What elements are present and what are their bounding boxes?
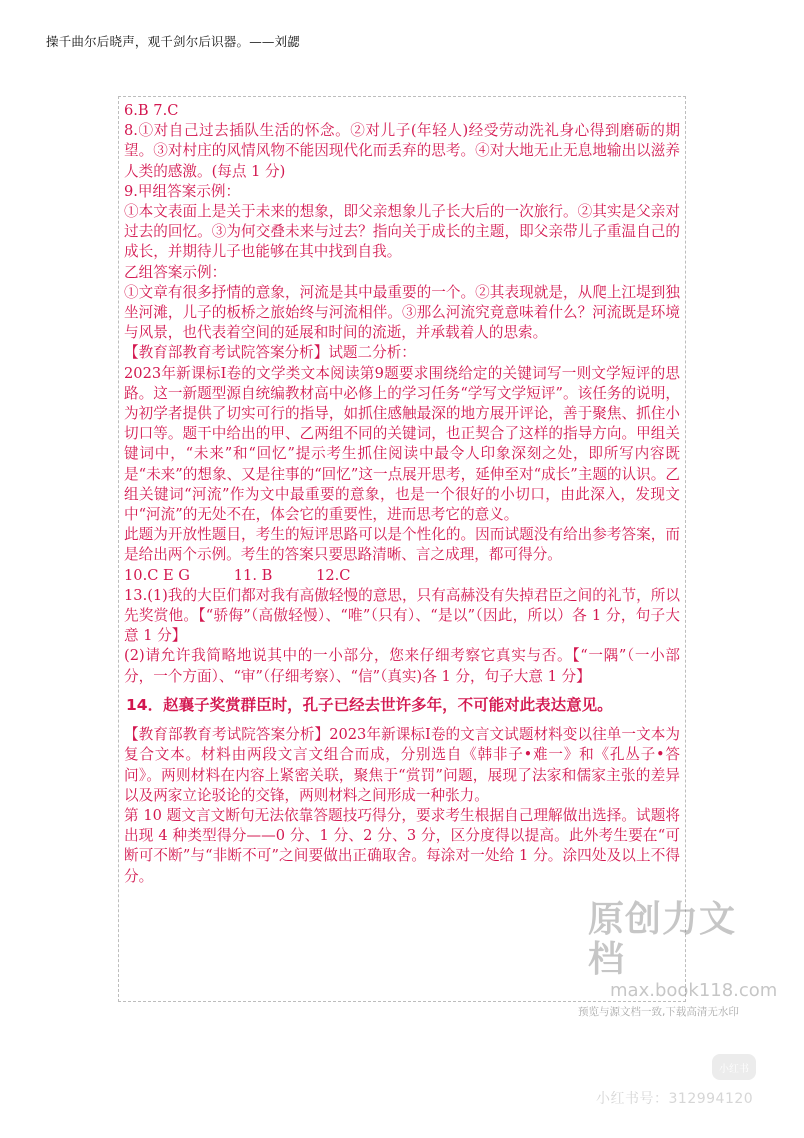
answer-13-2: (2)请允许我简略地说其中的一小部分，您来仔细考察它真实与否。【“一隅”（一小部分，一个方面）、“审”（仔细考察）、“信”（真实)各 1 分，句子大意 1 分】 [124,647,680,685]
analysis-open-question: 此题为开放性题目，考生的短评思路可以是个性化的。因而试题没有给出参考答案，而是给出两个示例。考生的答案只要思路清晰、言之成理，都可得分。 [124,526,680,564]
watermark-note: 预览与源文档一致,下载高清无水印 [578,1006,739,1018]
answer-8: 8.①对自己过去插队生活的怀念。②对儿子(年轻人)经受劳动洗礼身心得到磨砺的期望。③对村庄的风情风物不能因现代化而丢弃的思考。④对大地无止无息地输出以滋养人类的感激。(每点 1 分) [124,122,680,180]
answer-6-7: 6.B 7.C [124,102,179,119]
answer-9-group-a: ①本文表面上是关于未来的想象，即父亲想象儿子长大后的一次旅行。②其实是父亲对过去的回忆。③为何交叠未来与过去？指向关于成长的主题，即父亲带儿子重温自己的成长，并期待儿子也能够在其中找到自我。 [124,203,680,261]
answer-9-group-a-heading: 9.甲组答案示例： [124,182,241,200]
analysis-question-10: 第 10 题文言文断句无法依靠答题技巧得分，要求考生根据自己理解做出选择。试题将出现 4 种类型得分——0 分、1 分、2 分、3 分，区分度得以提高。此外考生要在“可断可不断”与“非断不可”之间要做出正确取舍。每涂对一处给 1 分。涂四处及以上不得分。 [124,806,680,885]
watermark-url: max.book118.com [610,980,778,1001]
watermark [578,899,778,1019]
xiaohongshu-logo: 小红书 [712,1054,756,1080]
xiaohongshu-id: 小红书号：3129941​20 [596,1091,754,1107]
answer-14: 14．赵襄子奖赏群臣时，孔子已经去世许多年，不可能对此表达意见。 [126,695,613,714]
header-quote: 操千曲尔后晓声，观千剑尔后识器。——刘勰 [46,34,301,49]
analysis-question-9: 2023年新课标Ⅰ卷的文学类文本阅读第9题要求围绕给定的关键词写一则文学短评的思路。这一新题型源自统编教材高中必修上的学习任务“学写文学短评”。该任务的说明，为初学者提供了切实可行的指导，如抓住感触最深的地方展开评论，善于聚焦、抓住小切口等。题干中给出的甲、乙两组不同的关键词，也正契合了这样的指导方向。甲组关键词中，“未来”和“回忆”提示考生抓住阅读中最令人印象深刻之处，即所写内容既是“未来”的想象、又是往事的“回忆”这一点展开思考，延伸至对“成长”主题的认识。乙组关键词“河流”作为文中最重要的意象，也是一个很好的小切口，由此深入，发现文中“河流”的无处不在，体会它的重要性，进而思考它的意义。 [124,364,680,524]
answer-9-group-b-heading: 乙组答案示例： [124,263,227,281]
document-content [118,96,686,1002]
analysis-heading-2: 【教育部教育考试院答案分析】试题二分析： [124,344,416,362]
analysis-classical-text: 【教育部教育考试院答案分析】2023年新课标Ⅰ卷的文言文试题材料变以往单一文本为复合文本。材料由两段文言文组合而成，分别选自《韩非子•难一》和《孔丛子•答问》。两则材料在内容上紧密关联，聚焦于“赏罚”问题，展现了法家和儒家主张的差异以及两家立论驳论的交锋，两则材料之间形成一种张力。 [124,726,680,804]
answer-10-12: 10.C E G 11. B 12.C [124,566,351,584]
watermark-title: 原创力文档 [588,899,737,980]
answer-13-1: 13.(1)我的大臣们都对我有高傲轻慢的意思，只有高赫没有失掉君臣之间的礼节，所以先奖赏他。【“骄侮”（高傲轻慢）、“唯”（只有）、“是以”（因此，所以）各 1 分，句子大意 1 分】 [124,586,680,645]
answer-9-group-b: ①文章有很多抒情的意象，河流是其中最重要的一个。②其表现就是，从爬上江堤到独坐河滩，儿子的板桥之旅始终与河流相伴。③那么河流究竟意味着什么？河流既是环境与风景，也代表着空间的延展和时间的流逝，并承载着人的思索。 [124,283,680,342]
